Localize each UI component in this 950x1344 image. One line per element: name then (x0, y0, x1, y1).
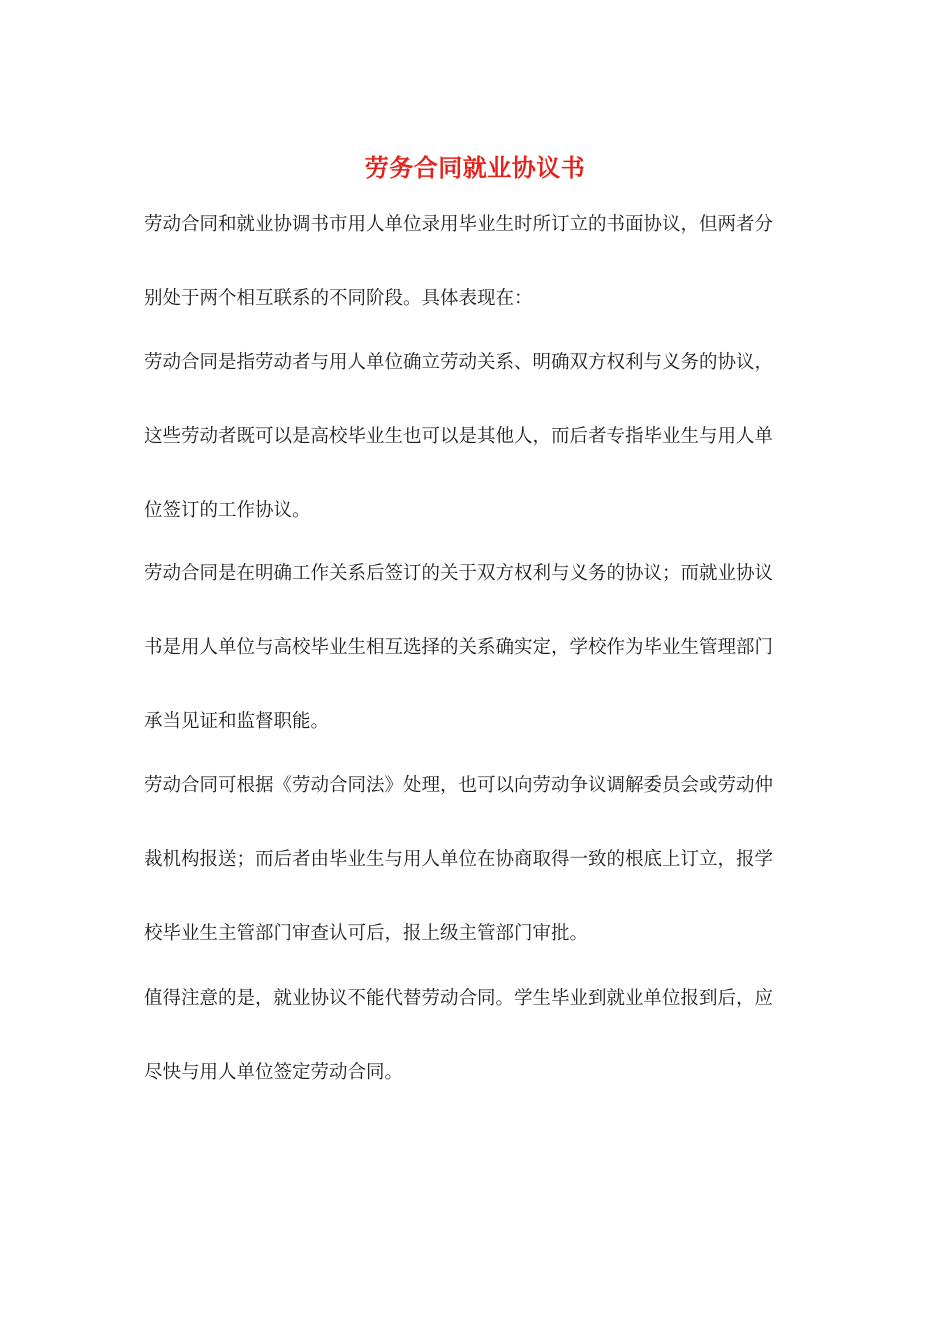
paragraph-line: 劳动合同可根据《劳动合同法》处理，也可以向劳动争议调解委员会或劳动仲 (144, 775, 774, 796)
paragraph-line: 这些劳动者既可以是高校毕业生也可以是其他人，而后者专指毕业生与用人单 (144, 426, 774, 447)
paragraph-line: 劳动合同是指劳动者与用人单位确立劳动关系、明确双方权利与义务的协议， (144, 352, 774, 373)
paragraph-line: 值得注意的是，就业协议不能代替劳动合同。学生毕业到就业单位报到后，应 (144, 988, 774, 1009)
paragraph-2 (144, 326, 804, 548)
paragraph-5 (144, 962, 804, 1110)
paragraph-line: 位签订的工作协议。 (144, 500, 311, 521)
paragraph-3 (144, 537, 804, 759)
paragraph-line: 劳动合同和就业协调书市用人单位录用毕业生时所订立的书面协议，但两者分 (144, 214, 774, 235)
document-title: 劳务合同就业协议书 (364, 154, 586, 182)
paragraph-line: 校毕业生主管部门审查认可后，报上级主管部门审批。 (144, 923, 589, 944)
paragraph-line: 劳动合同是在明确工作关系后签订的关于双方权利与义务的协议；而就业协议 (144, 563, 774, 584)
paragraph-1 (144, 188, 804, 336)
paragraph-line: 承当见证和监督职能。 (144, 711, 330, 732)
paragraph-4 (144, 749, 804, 971)
paragraph-line: 别处于两个相互联系的不同阶段。具体表现在： (144, 288, 533, 309)
paragraph-line: 裁机构报送；而后者由毕业生与用人单位在协商取得一致的根底上订立，报学 (144, 849, 774, 870)
paragraph-line: 书是用人单位与高校毕业生相互选择的关系确实定，学校作为毕业生管理部门 (144, 637, 774, 658)
paragraph-line: 尽快与用人单位签定劳动合同。 (144, 1062, 404, 1083)
